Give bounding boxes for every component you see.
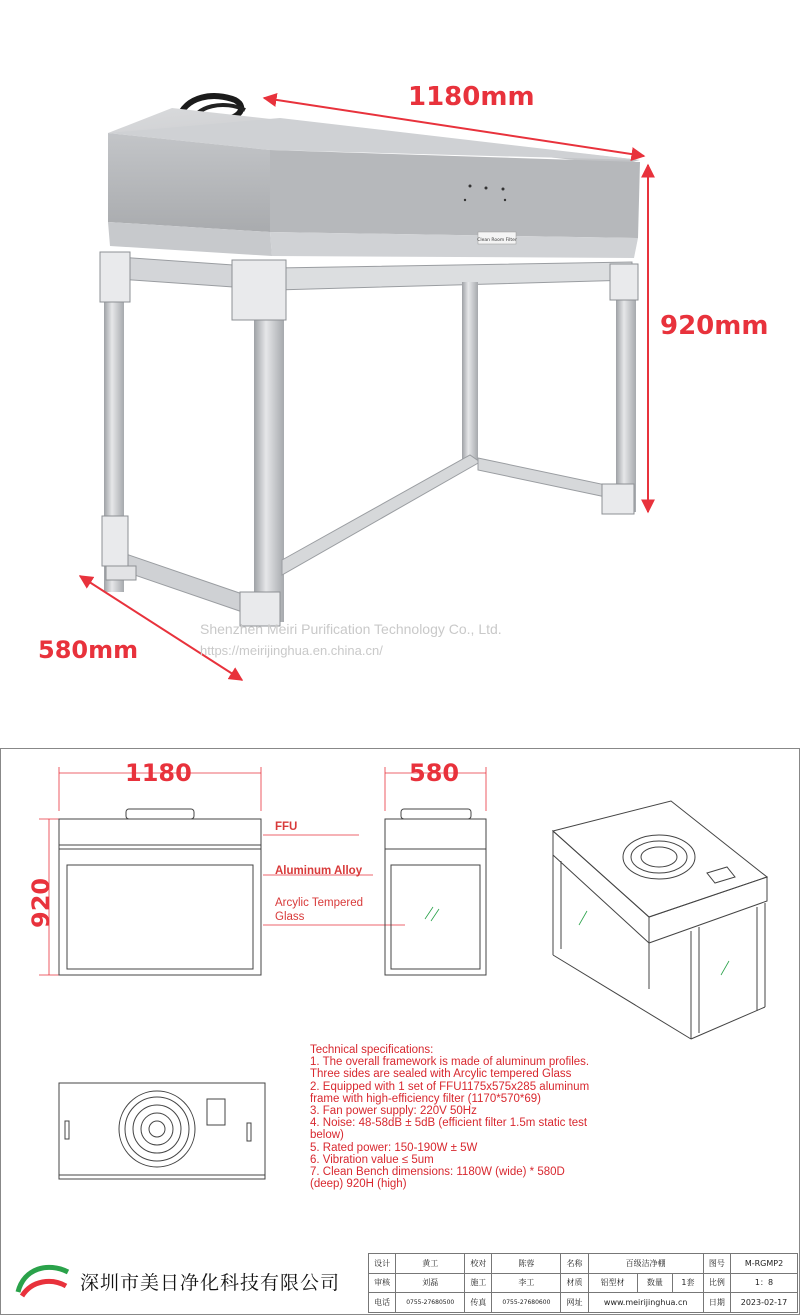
tb-cell: 刘磊 — [396, 1273, 465, 1293]
tb-cell: 1套 — [673, 1273, 704, 1293]
tb-cell: 陈蓉 — [492, 1254, 561, 1274]
tb-cell: 电话 — [369, 1293, 396, 1313]
spec-line: frame with high-efficiency filter (1170*570*69) — [310, 1092, 541, 1105]
glass-label-line1: Arcylic Tempered — [275, 897, 363, 909]
tb-cell: 材质 — [561, 1273, 588, 1293]
tb-cell: 传真 — [465, 1293, 492, 1313]
side-depth-value: 580 — [409, 759, 460, 787]
tb-cell: 李工 — [492, 1273, 561, 1293]
filter-label-text: Clean Room Filter — [477, 238, 517, 243]
spec-line: Three sides are sealed with Arcylic tempered Glass — [310, 1068, 572, 1081]
technical-drawing — [0, 748, 800, 1315]
spec-line: (deep) 920H (high) — [310, 1178, 407, 1191]
photo-depth-label: 580mm — [38, 636, 139, 664]
photo-width-label: 1180mm — [408, 82, 535, 112]
height-value: 920 — [27, 877, 55, 928]
tb-cell: 2023-02-17 — [731, 1293, 798, 1313]
tb-cell: 网址 — [561, 1293, 588, 1313]
tb-cell: 名称 — [561, 1254, 588, 1274]
tb-cell: 0755-27680500 — [396, 1293, 465, 1313]
front-width-value: 1180 — [125, 759, 192, 787]
spec-line: 1. The overall framework is made of aluminum profiles. — [310, 1056, 590, 1069]
tb-cell: 数量 — [637, 1273, 672, 1293]
cad-views — [1, 749, 800, 1316]
alloy-label: Aluminum Alloy — [275, 865, 363, 877]
glass-label-line2: Glass — [275, 911, 305, 923]
spec-line: 2. Equipped with 1 set of FFU1175x575x285 aluminum — [310, 1080, 590, 1093]
tb-cell: 0755-27680600 — [492, 1293, 561, 1313]
tb-cell: 1：8 — [731, 1273, 798, 1293]
tb-cell: 校对 — [465, 1254, 492, 1274]
spec-line: below) — [310, 1129, 344, 1142]
tb-cell: 施工 — [465, 1273, 492, 1293]
spec-line: 7. Clean Bench dimensions: 1180W (wide) * 580D — [310, 1166, 565, 1179]
spec-line: 4. Noise: 48-58dB ± 5dB (efficient filter 1.5m static test — [310, 1117, 588, 1130]
tb-cell: 铝型材 — [588, 1273, 637, 1293]
company-logo-icon — [14, 1258, 74, 1302]
photo-height-label: 920mm — [660, 311, 769, 341]
tb-cell: 审核 — [369, 1273, 396, 1293]
spec-line: 6. Vibration value ≤ 5um — [310, 1153, 434, 1166]
tb-cell: 设计 — [369, 1254, 396, 1274]
specs-title: Technical specifications: — [310, 1044, 434, 1056]
tb-cell: www.meirijinghua.cn — [588, 1293, 703, 1313]
ffu-label: FFU — [275, 821, 298, 833]
tb-cell: 日期 — [703, 1293, 730, 1313]
tb-cell: 百级洁净棚 — [588, 1254, 703, 1274]
watermark-url: https://meirijinghua.en.china.cn/ — [200, 643, 383, 658]
watermark-company: Shenzhen Meiri Purification Technology Co., Ltd. — [200, 621, 502, 637]
tb-cell: 图号 — [703, 1254, 730, 1274]
tb-cell: M-RGMP2 — [731, 1254, 798, 1274]
spec-line: 3. Fan power supply: 220V 50Hz — [310, 1105, 477, 1118]
company-name: 深圳市美日净化科技有限公司 — [80, 1272, 341, 1294]
tb-cell: 黄工 — [396, 1254, 465, 1274]
specs-block — [310, 1044, 630, 1190]
spec-line: 5. Rated power: 150-190W ± 5W — [310, 1141, 478, 1154]
title-block — [368, 1253, 798, 1313]
tb-cell: 比例 — [703, 1273, 730, 1293]
